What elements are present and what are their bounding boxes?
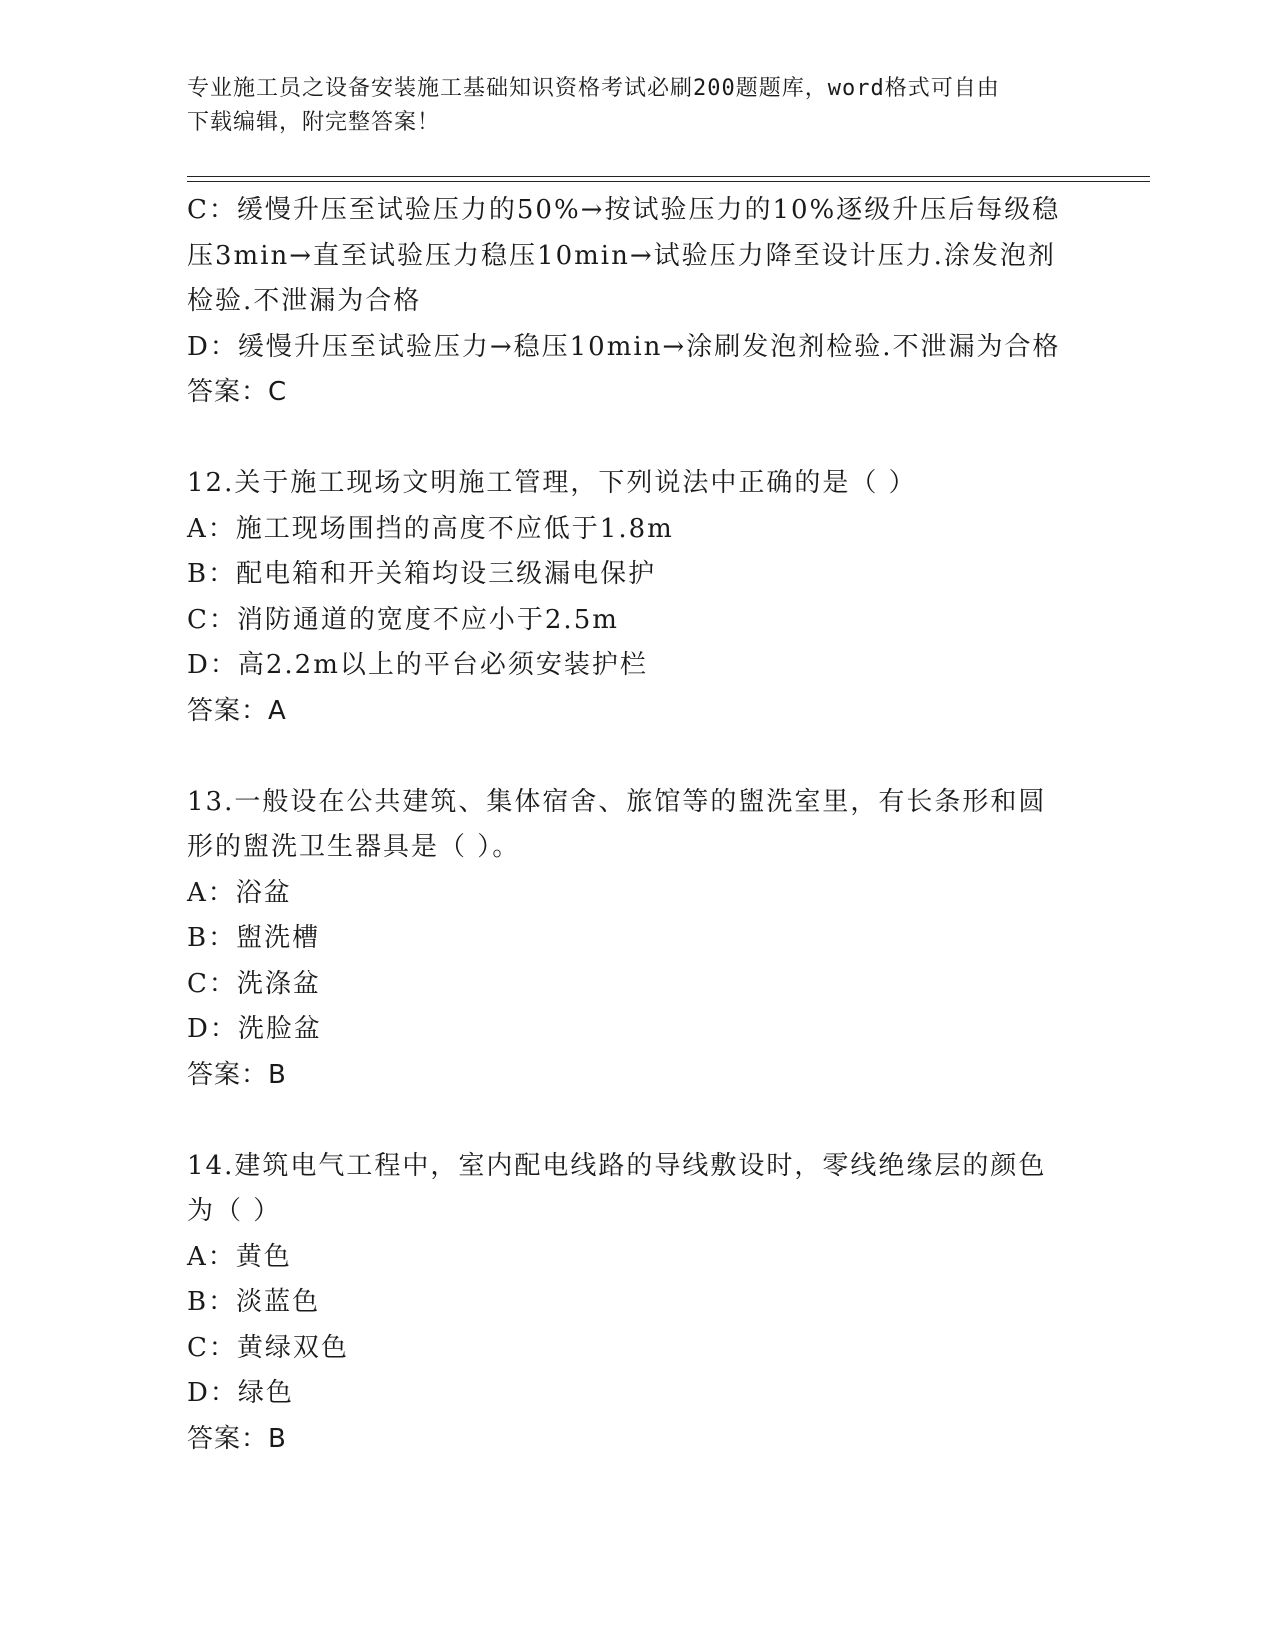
header-line-1: 专业施工员之设备安装施工基础知识资格考试必刷200题题库，word格式可自由 (187, 76, 1000, 101)
header-divider-top (187, 176, 1150, 177)
option-b: B：淡蓝色 (187, 1287, 321, 1317)
option-b: B：配电箱和开关箱均设三级漏电保护 (187, 559, 657, 589)
spacer (187, 1098, 1087, 1144)
header-divider-bottom (187, 181, 1150, 182)
option-d: D：缓慢升压至试验压力→稳压10min→涂刷发泡剂检验.不泄漏为合格 (187, 331, 1061, 362)
option-c: C：洗涤盆 (187, 968, 321, 999)
question-stem: 12.关于施工现场文明施工管理，下列说法中正确的是（ ） (187, 468, 917, 498)
option-d: D：绿色 (187, 1378, 294, 1408)
question-block-previous (187, 188, 1087, 416)
question-stem-line-1: 14.建筑电气工程中，室内配电线路的导线敷设时，零线绝缘层的颜色 (187, 1150, 1047, 1181)
answer-line: 答案：A (187, 695, 287, 726)
option-c-line-1: C：缓慢升压至试验压力的50%→按试验压力的10%逐级升压后每级稳 (187, 195, 1061, 225)
answer-line: 答案：C (187, 377, 288, 407)
spacer (187, 416, 1087, 462)
option-c: C：黄绿双色 (187, 1332, 349, 1363)
question-block-13 (187, 780, 1087, 1099)
answer-line: 答案：B (187, 1423, 287, 1454)
question-block-14 (187, 1144, 1087, 1463)
option-d: D：高2.2m以上的平台必须安装护栏 (187, 650, 648, 680)
option-c-line-3: 检验.不泄漏为合格 (187, 286, 422, 316)
option-b: B：盥洗槽 (187, 923, 321, 953)
question-stem-line-2: 形的盥洗卫生器具是（ ）。 (187, 832, 521, 862)
option-a: A：施工现场围挡的高度不应低于1.8m (187, 513, 674, 544)
spacer (187, 734, 1087, 780)
question-stem-line-1: 13.一般设在公共建筑、集体宿舍、旅馆等的盥洗室里，有长条形和圆 (187, 786, 1047, 817)
answer-line: 答案：B (187, 1059, 287, 1090)
option-c: C：消防通道的宽度不应小于2.5m (187, 604, 619, 635)
question-block-12 (187, 461, 1087, 734)
question-stem-line-2: 为（ ） (187, 1196, 282, 1226)
option-a: A：浴盆 (187, 877, 292, 908)
option-c-line-2: 压3min→直至试验压力稳压10min→试验压力降至设计压力.涂发泡剂 (187, 240, 1056, 271)
option-d: D：洗脸盆 (187, 1014, 322, 1044)
question-list (187, 188, 1087, 1462)
header-line-2: 下载编辑，附完整答案！ (187, 110, 441, 135)
document-header (187, 72, 1087, 140)
option-a: A：黄色 (187, 1241, 292, 1272)
